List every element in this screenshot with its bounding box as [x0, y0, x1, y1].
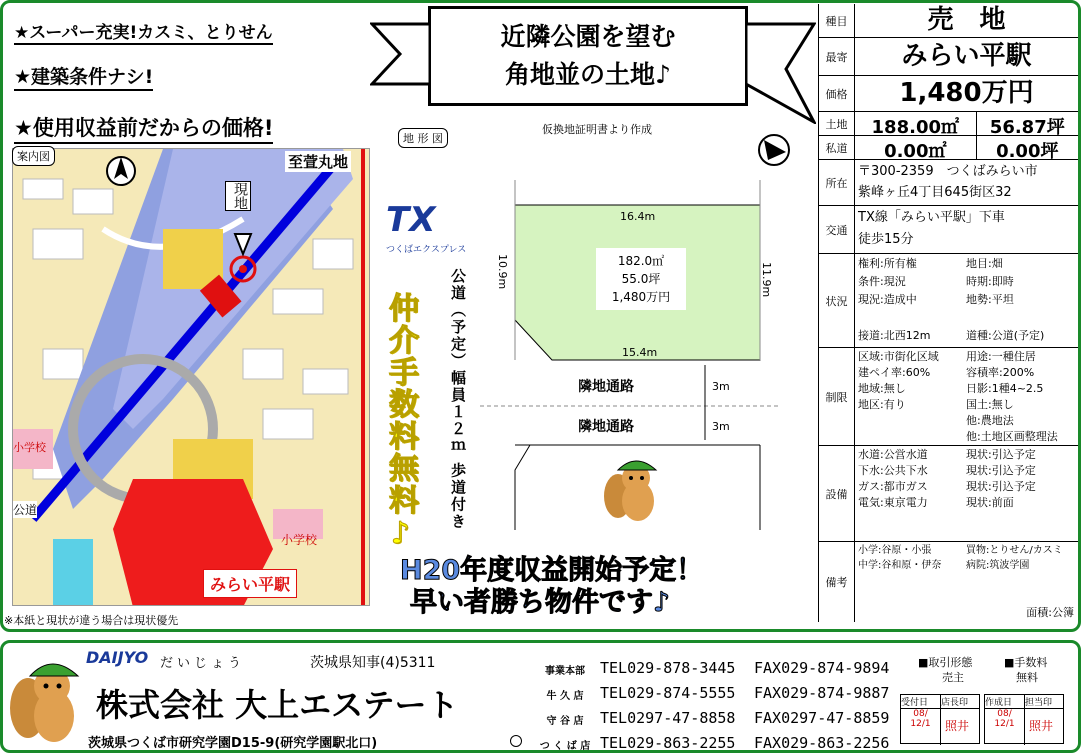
cell: 他:農地法 — [966, 414, 1014, 427]
value-m2: 188.00㎡ — [855, 112, 977, 135]
cell: 小学:谷原・小張 — [858, 545, 932, 556]
seigen-line — [858, 429, 1075, 445]
plot-top-dim: 16.4m — [620, 210, 656, 223]
row-setsubi — [819, 446, 1078, 542]
squirrel-mascot-icon — [598, 456, 668, 526]
label: 状況 — [819, 254, 855, 347]
note: ※本紙と現状が違う場合は現状優先 — [4, 614, 179, 627]
headline-3: ★使用収益前だからの価格! — [14, 112, 273, 144]
jokyo-line — [858, 327, 1075, 345]
label: 交通 — [819, 206, 855, 253]
cell: 地区:有り — [858, 398, 906, 411]
cell: 中学:谷和原・伊奈 — [858, 560, 942, 571]
plot-left-dim: 10.9m — [496, 254, 509, 290]
setsubi-line — [858, 479, 1075, 495]
karikanchi-tag: 仮換地証明書より作成 — [538, 120, 656, 138]
branch-fax: FAX029-874-9887 — [754, 684, 890, 702]
value-tsubo: 56.87坪 — [989, 117, 1065, 138]
stamp-label: 店長印 — [941, 698, 969, 708]
branch-fax: FAX029-863-2256 — [754, 734, 890, 752]
plot-right-dim: 11.9m — [760, 262, 773, 298]
cell: 建ペイ率:60% — [858, 366, 931, 379]
seigen-line — [858, 397, 1075, 413]
headline-1: ★スーパー充実!カスミ、とりせん — [14, 18, 273, 45]
chikeizu-tag: 地 形 図 — [398, 128, 448, 148]
label: 最寄 — [819, 38, 855, 75]
banner-line-1: 近隣公園を望む — [500, 22, 676, 51]
squirrel-logo-icon — [6, 648, 86, 748]
map-genchi-label: 現地 — [225, 181, 251, 211]
cell: 条件:現況 — [858, 275, 906, 288]
tesuryo-value: 無料 — [1016, 671, 1038, 684]
value-tsubo: 0.00坪 — [996, 141, 1059, 162]
biko-line — [858, 558, 1075, 573]
plot-tsubo: 55.0坪 — [621, 272, 661, 286]
branch-tel: TEL029-878-3445 — [600, 659, 736, 677]
cell: 現状:引込予定 — [966, 464, 1036, 477]
company-name: 株式会社 大上エステート — [96, 686, 459, 724]
stamp-head — [901, 695, 979, 709]
setsubi-line — [858, 447, 1075, 463]
brand-logo: DAIJYO — [86, 648, 149, 667]
cell: 水道:公営水道 — [858, 448, 928, 461]
spec-table — [818, 4, 1078, 622]
stamp-body — [985, 709, 1063, 745]
row-jokyo — [819, 254, 1078, 348]
value: 1,480万円 — [899, 78, 1034, 108]
row-seigen — [819, 348, 1078, 446]
branch-name: 事業本部 — [545, 666, 585, 677]
headline-2: ★建築条件ナシ! — [14, 62, 153, 91]
cell: 道種:公道(予定) — [966, 329, 1045, 342]
cell: 地域:無し — [858, 382, 906, 395]
jokyo-line — [858, 255, 1075, 273]
label: 所在 — [819, 160, 855, 205]
slogan-line-2: 早い者勝ち物件です♪ — [410, 587, 671, 618]
cell: 用途:一種住居 — [966, 350, 1036, 363]
stamp-name: 照井 — [1029, 719, 1054, 733]
map-road-label: 公道 — [13, 503, 38, 517]
row-kotsu — [819, 206, 1078, 254]
menseki-note: 面積:公簿 — [1026, 606, 1074, 619]
cell: 現状:引込予定 — [966, 448, 1036, 461]
cell: 買物:とりせん/カスミ — [966, 545, 1063, 556]
stamp-2 — [984, 694, 1064, 744]
cell: 他:土地区画整理法 — [966, 430, 1058, 443]
company-address: 茨城県つくば市研究学園D15-9(研究学園駅北口) — [88, 736, 378, 751]
row-shido — [819, 136, 1078, 160]
biko-line — [858, 543, 1075, 558]
license: 茨城県知事(4)5311 — [310, 655, 436, 671]
cell: 地目:畑 — [966, 257, 1003, 270]
branch-tel: TEL029-863-2255 — [600, 734, 736, 752]
torihiki-value: 売主 — [942, 671, 964, 684]
brand-kana: だいじょう — [160, 656, 246, 671]
value: 売 地 — [927, 5, 1006, 35]
cell: 病院:筑波学園 — [966, 560, 1030, 571]
annaizu-tag: 案内図 — [12, 146, 55, 166]
label: 種目 — [819, 4, 855, 37]
cell: 現況:造成中 — [858, 293, 917, 306]
compass-icon — [756, 132, 792, 168]
cell: 国土:無し — [966, 398, 1014, 411]
branch-fax: FAX0297-47-8859 — [754, 709, 890, 727]
cell: 現状:引込予定 — [966, 480, 1036, 493]
label: 価格 — [819, 76, 855, 111]
stamp-1 — [900, 694, 980, 744]
cell: 容積率:200% — [966, 366, 1035, 379]
cell: 接道:北西12m — [858, 329, 931, 342]
road-1-width: 3m — [712, 380, 730, 393]
map-station-label: みらい平駅 — [203, 569, 297, 598]
row-biko — [819, 542, 1078, 622]
stamp-body — [901, 709, 979, 745]
cell: ガス:都市ガス — [858, 480, 928, 493]
value — [855, 160, 1078, 205]
banner — [428, 6, 748, 106]
row-shubetsu — [819, 4, 1078, 38]
seigen-line — [858, 413, 1075, 429]
location-map — [12, 148, 370, 606]
branch-name: つ く ば 店 — [539, 741, 591, 752]
label: 備考 — [819, 542, 855, 622]
cell: 時期:即時 — [966, 275, 1014, 288]
branch-fax: FAX029-874-9894 — [754, 659, 890, 677]
cell: 電気:東京電力 — [858, 496, 928, 509]
road-2-width: 3m — [712, 420, 730, 433]
transit-2: 徒歩15分 — [858, 232, 914, 247]
cell: 日影:1種4~2.5 — [966, 382, 1044, 395]
stamp-label: 受付日 — [901, 695, 941, 708]
seigen-line — [858, 381, 1075, 397]
branch-name: 牛 久 店 — [546, 691, 584, 702]
label: 設備 — [819, 446, 855, 541]
transit-1: TX線「みらい平駅」下車 — [858, 210, 1005, 225]
map-school-label: 小学校 — [281, 533, 318, 547]
tx-sub: つくばエクスプレス — [386, 245, 467, 255]
map-shido-label: 至萱丸地 — [285, 151, 351, 172]
address-2: 紫峰ヶ丘4丁目645街区32 — [858, 185, 1012, 200]
plot-price: 1,480万円 — [611, 290, 671, 304]
stamp-label: 担当印 — [1025, 698, 1053, 708]
map-school2-label: 小学校 — [13, 441, 46, 454]
banner-right-ribbon — [746, 14, 816, 124]
road-1-label: 隣地通路 — [578, 379, 634, 395]
cell: 権利:所有権 — [858, 257, 917, 270]
setsubi-line — [858, 463, 1075, 479]
cell: 現状:前面 — [966, 496, 1014, 509]
address-1: 〒300-2359 つくばみらい市 — [858, 164, 1038, 179]
cell: 区域:市街化区域 — [858, 350, 939, 363]
stamp-name: 照井 — [945, 719, 970, 733]
banner-left-ribbon — [370, 14, 430, 94]
stamp-date: 08/ 12/1 — [901, 709, 941, 745]
row-kakaku — [819, 76, 1078, 112]
setsubi-line — [858, 495, 1075, 511]
row-shozai — [819, 160, 1078, 206]
seigen-line — [858, 365, 1075, 381]
slogan-line-1: H20年度収益開始予定！ — [400, 555, 704, 586]
value-m2: 0.00㎡ — [855, 136, 977, 159]
value — [855, 348, 1078, 445]
tesuryo-label: ■手数料 — [1004, 656, 1048, 669]
road-vertical-text: 公道（予定）幅員１２ｍ 歩道付き — [449, 268, 467, 531]
jokyo-line — [858, 291, 1075, 309]
torihiki-label: ■取引形態 — [918, 656, 973, 669]
value — [855, 446, 1078, 541]
stamp-label: 作成日 — [985, 695, 1025, 708]
plot-area: 182.0㎡ — [617, 254, 665, 268]
seigen-line — [858, 349, 1075, 365]
value — [855, 206, 1078, 253]
label: 私道 — [819, 136, 855, 159]
cell: 地勢:平坦 — [966, 293, 1014, 306]
value: みらい平駅 — [901, 41, 1032, 71]
branch-tel: TEL0297-47-8858 — [600, 709, 736, 727]
jokyo-line — [858, 273, 1075, 291]
label: 土地 — [819, 112, 855, 135]
row-moyori — [819, 38, 1078, 76]
road-2-label: 隣地通路 — [578, 419, 634, 435]
plot-bottom-dim: 15.4m — [622, 346, 658, 359]
circle-mark-icon — [510, 735, 522, 747]
row-tochi — [819, 112, 1078, 136]
stamp-date: 08/ 12/1 — [985, 709, 1025, 745]
value — [855, 542, 1078, 622]
branch-name: 守 谷 店 — [546, 716, 584, 727]
stamp-head — [985, 695, 1063, 709]
fee-free-text: 仲介手数料無料♪ — [383, 292, 418, 553]
banner-line-2: 角地並の土地♪ — [505, 60, 671, 89]
label: 制限 — [819, 348, 855, 445]
jokyo-line — [858, 309, 1075, 327]
plot-info-box — [596, 248, 686, 310]
branch-tel: TEL029-874-5555 — [600, 684, 736, 702]
value — [855, 254, 1078, 347]
tx-logo: TX — [386, 200, 436, 240]
cell: 下水:公共下水 — [858, 464, 928, 477]
